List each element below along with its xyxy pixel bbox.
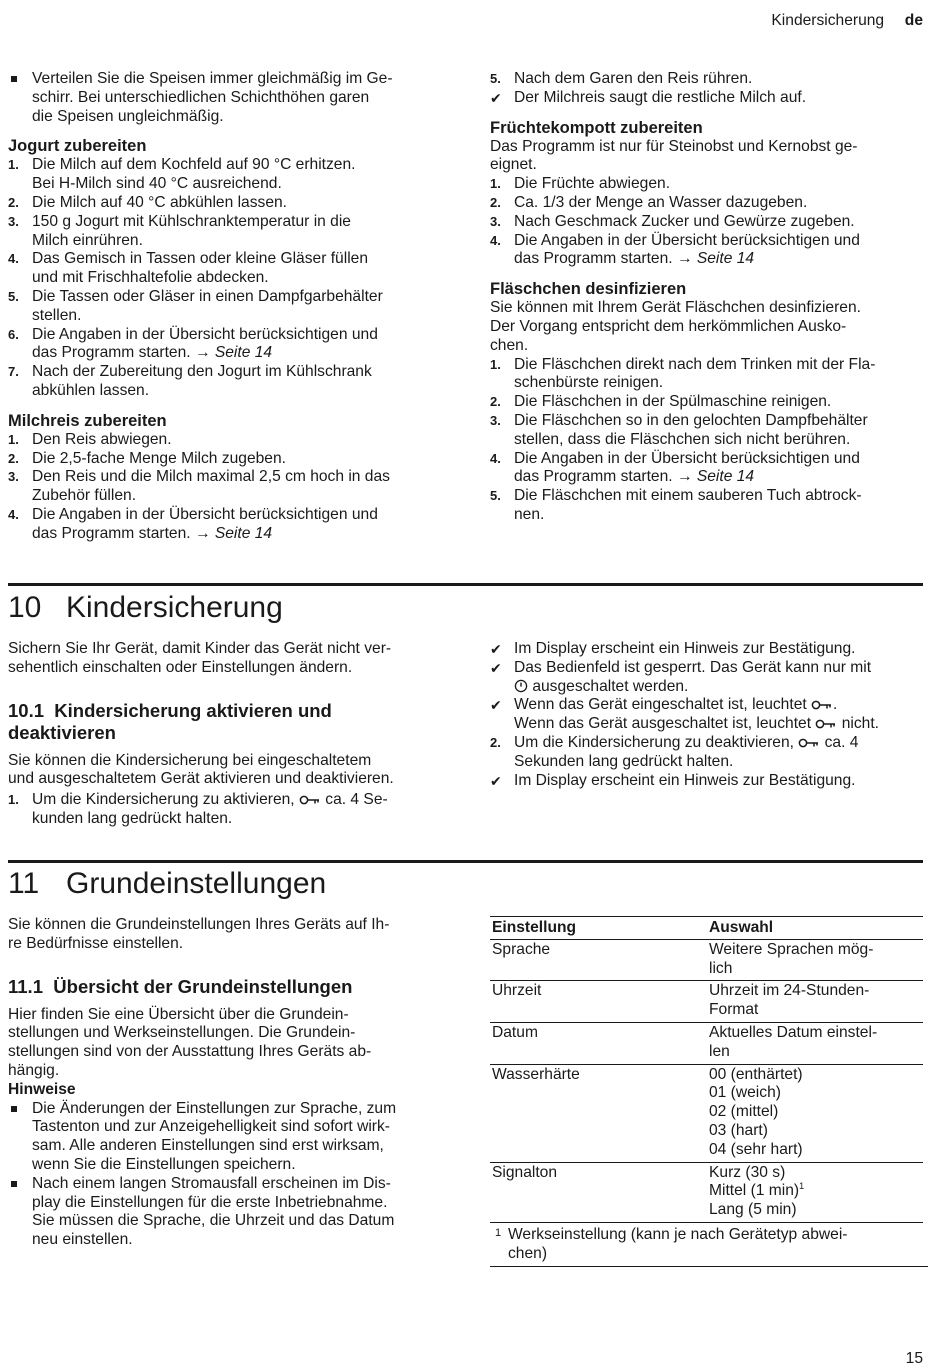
list-item [490,213,925,232]
subsection-title-line: deaktivieren [8,721,116,743]
text-line: Der Milchreis saugt die restliche Milch auf. [514,88,807,106]
step-number: 3. [8,213,19,229]
text-span: lich [709,959,733,977]
text-line [709,1122,921,1141]
step-number: 3. [490,412,501,428]
text-span: Aktuelles Datum einstel- [709,1023,878,1041]
table-row [490,939,923,981]
section-10-heading [8,590,283,626]
text-line [514,678,930,697]
list-item [490,356,925,394]
text-line: stellen, dass die Fläschchen sich nicht berühren. [514,430,851,448]
key-icon [299,794,321,806]
text-line: hängig. [8,1061,60,1079]
text-line: Sichern Sie Ihr Gerät, damit Kinder das Gerät nicht ver- [8,640,392,657]
settings-table [490,916,923,1223]
section-11-heading [8,866,326,902]
list-item [490,393,925,412]
subsection-10-1-title [8,700,448,722]
text-line: Die 2,5-fache Menge Milch zugeben. [32,449,286,467]
flaschen-steps [490,356,925,525]
text-line [514,696,930,715]
list-item [490,450,925,488]
header-section: Kindersicherung [771,12,885,29]
text-line: schirr. Bei unterschiedlichen Schichthöhen garen [32,88,370,106]
bullet-square-icon [8,1175,30,1187]
list-item [490,89,925,108]
list-item [490,194,925,213]
text-line [32,525,448,544]
text-line [709,1201,921,1220]
list-item [8,363,448,401]
text-span: nicht. [837,715,879,733]
key-icon [815,718,837,730]
text-line [514,715,930,734]
footnote-reference: 1 [799,1181,805,1192]
list-item [490,175,925,194]
section-rule [8,583,923,586]
text-span: 03 (hart) [709,1121,768,1139]
text-line: Werkseinstellung (kann je nach Gerätetyp abwei- [508,1225,848,1243]
text-line: stellungen und Werkseinstellungen. Die Grundein- [8,1024,356,1042]
step-number: 2. [8,450,19,466]
text-line: Den Reis abwiegen. [32,430,172,448]
list-item [8,213,448,251]
list-item [490,232,925,270]
list-item [8,791,448,829]
list-item [490,696,930,734]
checkmark-icon: ✔ [490,89,502,106]
top-left-column [8,70,448,544]
section-10-left [8,640,448,829]
subsection-title-line: Übersicht der Grundeinstellungen [53,975,353,997]
step-number: 2. [8,194,19,210]
step-number: 2. [490,194,501,210]
text-line: neu einstellen. [32,1231,133,1249]
text-line: stellen. [32,306,82,324]
step-number: 4. [8,506,19,522]
text-line: sam. Alle anderen Einstellungen sind erst wirksam, [32,1137,384,1155]
page-reference-link[interactable]: → Seite 14 [676,468,755,486]
text-line: nen. [514,505,545,523]
text-span: ausgeschaltet werden. [528,677,689,695]
text-line: re Bedürfnisse einstellen. [8,934,184,952]
text-line: Verteilen Sie die Speisen immer gleichmäßig im Ge- [32,70,393,87]
top-right-column [490,70,925,525]
page-reference-link[interactable]: → Seite 14 [676,250,755,268]
list-item [8,450,448,469]
text-line: Nach dem Garen den Reis rühren. [514,70,753,87]
text-line: Die Änderungen der Einstellungen zur Sprache, zum [32,1099,397,1117]
text-line: chen. [490,336,529,354]
step-number: 1. [8,157,19,173]
step-number: 1. [8,792,19,808]
footnote-mark: 1 [495,1226,502,1239]
table-cell-setting: Uhrzeit [490,981,707,1023]
header-lang: de [904,12,923,29]
text-line: und ausgeschaltetem Gerät aktivieren und deaktivieren. [8,770,394,788]
subsection-number: 11.1 [8,975,43,997]
column-header: Auswahl [707,917,923,940]
text-line [709,982,921,1001]
page-reference-link[interactable]: → Seite 14 [194,344,273,362]
bullet-square-icon [8,1100,30,1112]
text-span: Wenn das Gerät ausgeschaltet ist, leuchtet [514,715,816,733]
text-line: Die Milch auf dem Kochfeld auf 90 °C erhitzen. [32,156,356,174]
text-line: Hier finden Sie eine Übersicht über die Grundein- [8,1005,349,1023]
milchreis-steps [8,431,448,544]
text-span: Format [709,1001,759,1019]
text-line [514,250,925,269]
checkmark-icon: ✔ [490,772,502,789]
text-line: Die Fläschchen mit einem sauberen Tuch abtrock- [514,487,862,505]
list-item [8,431,448,450]
subsection-11-1-title [8,976,448,998]
key-icon [798,737,820,749]
subsection-title-line: Kindersicherung aktivieren und [54,699,332,721]
list-item [490,70,925,89]
key-icon [811,699,833,711]
table-cell-values [707,1162,923,1222]
table-row [490,981,923,1023]
text-span: Mittel (1 min) [709,1182,800,1200]
table-cell-setting: Signalton [490,1162,707,1222]
text-line [709,1024,921,1043]
list-item [8,156,448,194]
text-line: Die Fläschchen direkt nach dem Trinken mit der Fla- [514,355,876,373]
text-line: Die Milch auf 40 °C abkühlen lassen. [32,193,288,211]
text-line: Nach einem langen Stromausfall erscheinen im Dis- [32,1174,391,1192]
text-line: chen) [508,1244,548,1262]
text-line [709,941,921,960]
text-line: stellungen sind von der Ausstattung Ihres Geräts ab- [8,1043,372,1061]
text-line: eignet. [490,156,537,174]
text-line: Sie können die Kindersicherung bei eingeschaltetem [8,751,372,769]
text-line: Das Bedienfeld ist gesperrt. Das Gerät kann nur mit [514,658,872,676]
step-number: 7. [8,364,19,380]
text-line: Bei H-Milch sind 40 °C ausreichend. [32,175,282,193]
text-span: 01 (weich) [709,1084,781,1102]
text-line [709,1103,921,1122]
table-footnote [490,1226,928,1267]
table-cell-setting: Wasserhärte [490,1064,707,1162]
text-line: Ca. 1/3 der Menge an Wasser dazugeben. [514,193,808,211]
text-span: das Programm starten. [514,250,677,268]
text-line: Der Vorgang entspricht dem herkömmlichen Ausko- [490,317,847,335]
note-item [8,1100,448,1175]
text-span: das Programm starten. [32,344,195,362]
running-header [771,12,923,31]
section-title: Kindersicherung [66,591,283,624]
checkmark-icon: ✔ [490,641,502,657]
text-line: Tastenton und zur Anzeigehelligkeit sind sofort wirk- [32,1118,390,1136]
text-line: sehentlich einschalten oder Einstellungen ändern. [8,658,353,676]
section-number: 11 [8,867,40,900]
text-span: Uhrzeit im 24-Stunden- [709,982,870,1000]
text-span: 04 (sehr hart) [709,1140,803,1158]
kompott-steps [490,175,925,269]
text-span: ca. 4 [820,733,859,751]
table-cell-values [707,981,923,1023]
subsection-number: 10.1 [8,699,45,721]
text-line: Die Fläschchen in der Spülmaschine reinigen. [514,393,832,411]
text-line [709,1066,921,1085]
text-line: Die Angaben in der Übersicht berücksichtigen und [32,505,378,523]
bullet-square-icon [8,70,30,82]
text-line [709,960,921,979]
text-line: Den Reis und die Milch maximal 2,5 cm hoch in das [32,468,390,486]
text-line: Das Gemisch in Tassen oder kleine Gläser füllen [32,250,369,268]
text-line: Im Display erscheint ein Hinweis zur Bestätigung. [514,640,856,657]
heading-kompott: Früchtekompott zubereiten [490,118,703,137]
notes-title: Hinweise [8,1080,76,1098]
step-number: 5. [490,71,501,86]
text-line [709,1001,921,1020]
section-rule [8,860,923,863]
list-item [8,250,448,288]
list-item [490,487,925,525]
text-line: Die Früchte abwiegen. [514,175,671,193]
heading-jogurt: Jogurt zubereiten [8,137,147,156]
heading-flaschen: Fläschchen desinfizieren [490,280,687,299]
text-line: play die Einstellungen für die erste Inbetriebnahme. [32,1193,388,1211]
intro-bullet [8,70,448,126]
table-row [490,1064,923,1162]
table-cell-setting: Sprache [490,939,707,981]
step-number: 1. [490,176,501,192]
text-span: das Programm starten. [32,524,195,542]
text-line: abkühlen lassen. [32,381,150,399]
text-span: Um die Kindersicherung zu deaktivieren, [514,733,799,751]
step-number: 1. [8,431,19,447]
settings-table-wrapper [490,916,925,1267]
section-number: 10 [8,591,42,624]
text-span: ca. 4 Se- [320,791,388,809]
list-item [8,506,448,544]
text-line [32,791,448,810]
section-11-left [8,916,448,1250]
table-header-row [490,917,923,940]
checkmark-icon: ✔ [490,659,502,676]
text-line [709,1084,921,1103]
step-number: 6. [8,326,19,342]
text-line: Sie müssen die Sprache, die Uhrzeit und das Datum [32,1212,395,1230]
page-reference-link[interactable]: → Seite 14 [194,524,273,542]
step-number: 4. [8,251,19,267]
section-10-right [490,640,930,790]
table-cell-values [707,939,923,981]
text-span: das Programm starten. [514,468,677,486]
list-item [490,772,930,791]
text-line: Die Angaben in der Übersicht berücksichtigen und [514,231,860,249]
step-number: 2. [490,394,501,410]
text-line: Im Display erscheint ein Hinweis zur Bestätigung. [514,771,856,789]
table-row [490,1022,923,1064]
list-item [490,659,930,697]
list-item [490,640,930,659]
text-span: 00 (enthärtet) [709,1065,803,1083]
step-number: 3. [8,469,19,485]
jogurt-steps [8,156,448,400]
step-number: 1. [490,356,501,372]
text-line: Milch einrühren. [32,231,143,249]
text-line [32,344,448,363]
text-line: die Speisen ungleichmäßig. [32,107,224,125]
list-item [490,734,930,772]
milchreis-continued-steps [490,70,925,108]
note-item [8,1175,448,1250]
text-line: kunden lang gedrückt halten. [32,809,233,827]
step-number: 5. [490,488,501,504]
text-line: Nach der Zubereitung den Jogurt im Kühlschrank [32,363,372,381]
text-line: Zubehör füllen. [32,487,137,505]
text-span: Um die Kindersicherung zu aktivieren, [32,791,299,809]
step-number: 2. [490,734,501,750]
list-item [8,288,448,326]
text-line: Die Tassen oder Gläser in einen Dampfgarbehälter [32,287,383,305]
text-line: Die Fläschchen so in den gelochten Dampfbehälter [514,411,868,429]
step-number: 5. [8,288,19,304]
text-line: Sie können mit Ihrem Gerät Fläschchen desinfizieren. [490,299,861,317]
text-line [709,1141,921,1160]
table-row [490,1162,923,1222]
list-item [8,468,448,506]
text-span: Lang (5 min) [709,1201,797,1219]
text-span: Wenn das Gerät eingeschaltet ist, leuchtet [514,696,812,714]
text-line [709,1182,921,1201]
text-span: . [833,696,838,714]
table-cell-values [707,1022,923,1064]
list-item [8,326,448,364]
list-item [490,412,925,450]
text-line: schenbürste reinigen. [514,374,664,392]
column-header: Einstellung [490,917,707,940]
text-line: Die Angaben in der Übersicht berücksichtigen und [32,325,378,343]
step-number: 4. [490,450,501,466]
text-span: Kurz (30 s) [709,1163,786,1181]
section-title: Grundeinstellungen [66,867,327,900]
text-line: Das Programm ist nur für Steinobst und Kernobst ge- [490,137,858,155]
checkmark-icon: ✔ [490,697,502,714]
step-number: 3. [490,213,501,229]
text-line [709,1043,921,1062]
text-line: Die Angaben in der Übersicht berücksichtigen und [514,449,860,467]
text-span: Weitere Sprachen mög- [709,940,874,958]
table-cell-setting: Datum [490,1022,707,1064]
text-line: wenn Sie die Einstellungen speichern. [32,1155,296,1173]
power-icon [514,679,528,693]
heading-milchreis: Milchreis zubereiten [8,411,167,430]
text-line [709,1164,921,1183]
page-number: 15 [905,1350,923,1367]
text-line: Sekunden lang gedrückt halten. [514,752,734,770]
text-span: len [709,1042,730,1060]
list-item [8,194,448,213]
text-line: und mit Frischhaltefolie abdecken. [32,269,269,287]
text-line [514,734,930,753]
table-cell-values [707,1064,923,1162]
text-span: 02 (mittel) [709,1103,779,1121]
text-line: 150 g Jogurt mit Kühlschranktemperatur in die [32,212,351,230]
text-line [514,468,925,487]
step-number: 4. [490,232,501,248]
text-line: Nach Geschmack Zucker und Gewürze zugeben. [514,212,855,230]
text-line: Sie können die Grundeinstellungen Ihres Geräts auf Ih- [8,916,390,933]
